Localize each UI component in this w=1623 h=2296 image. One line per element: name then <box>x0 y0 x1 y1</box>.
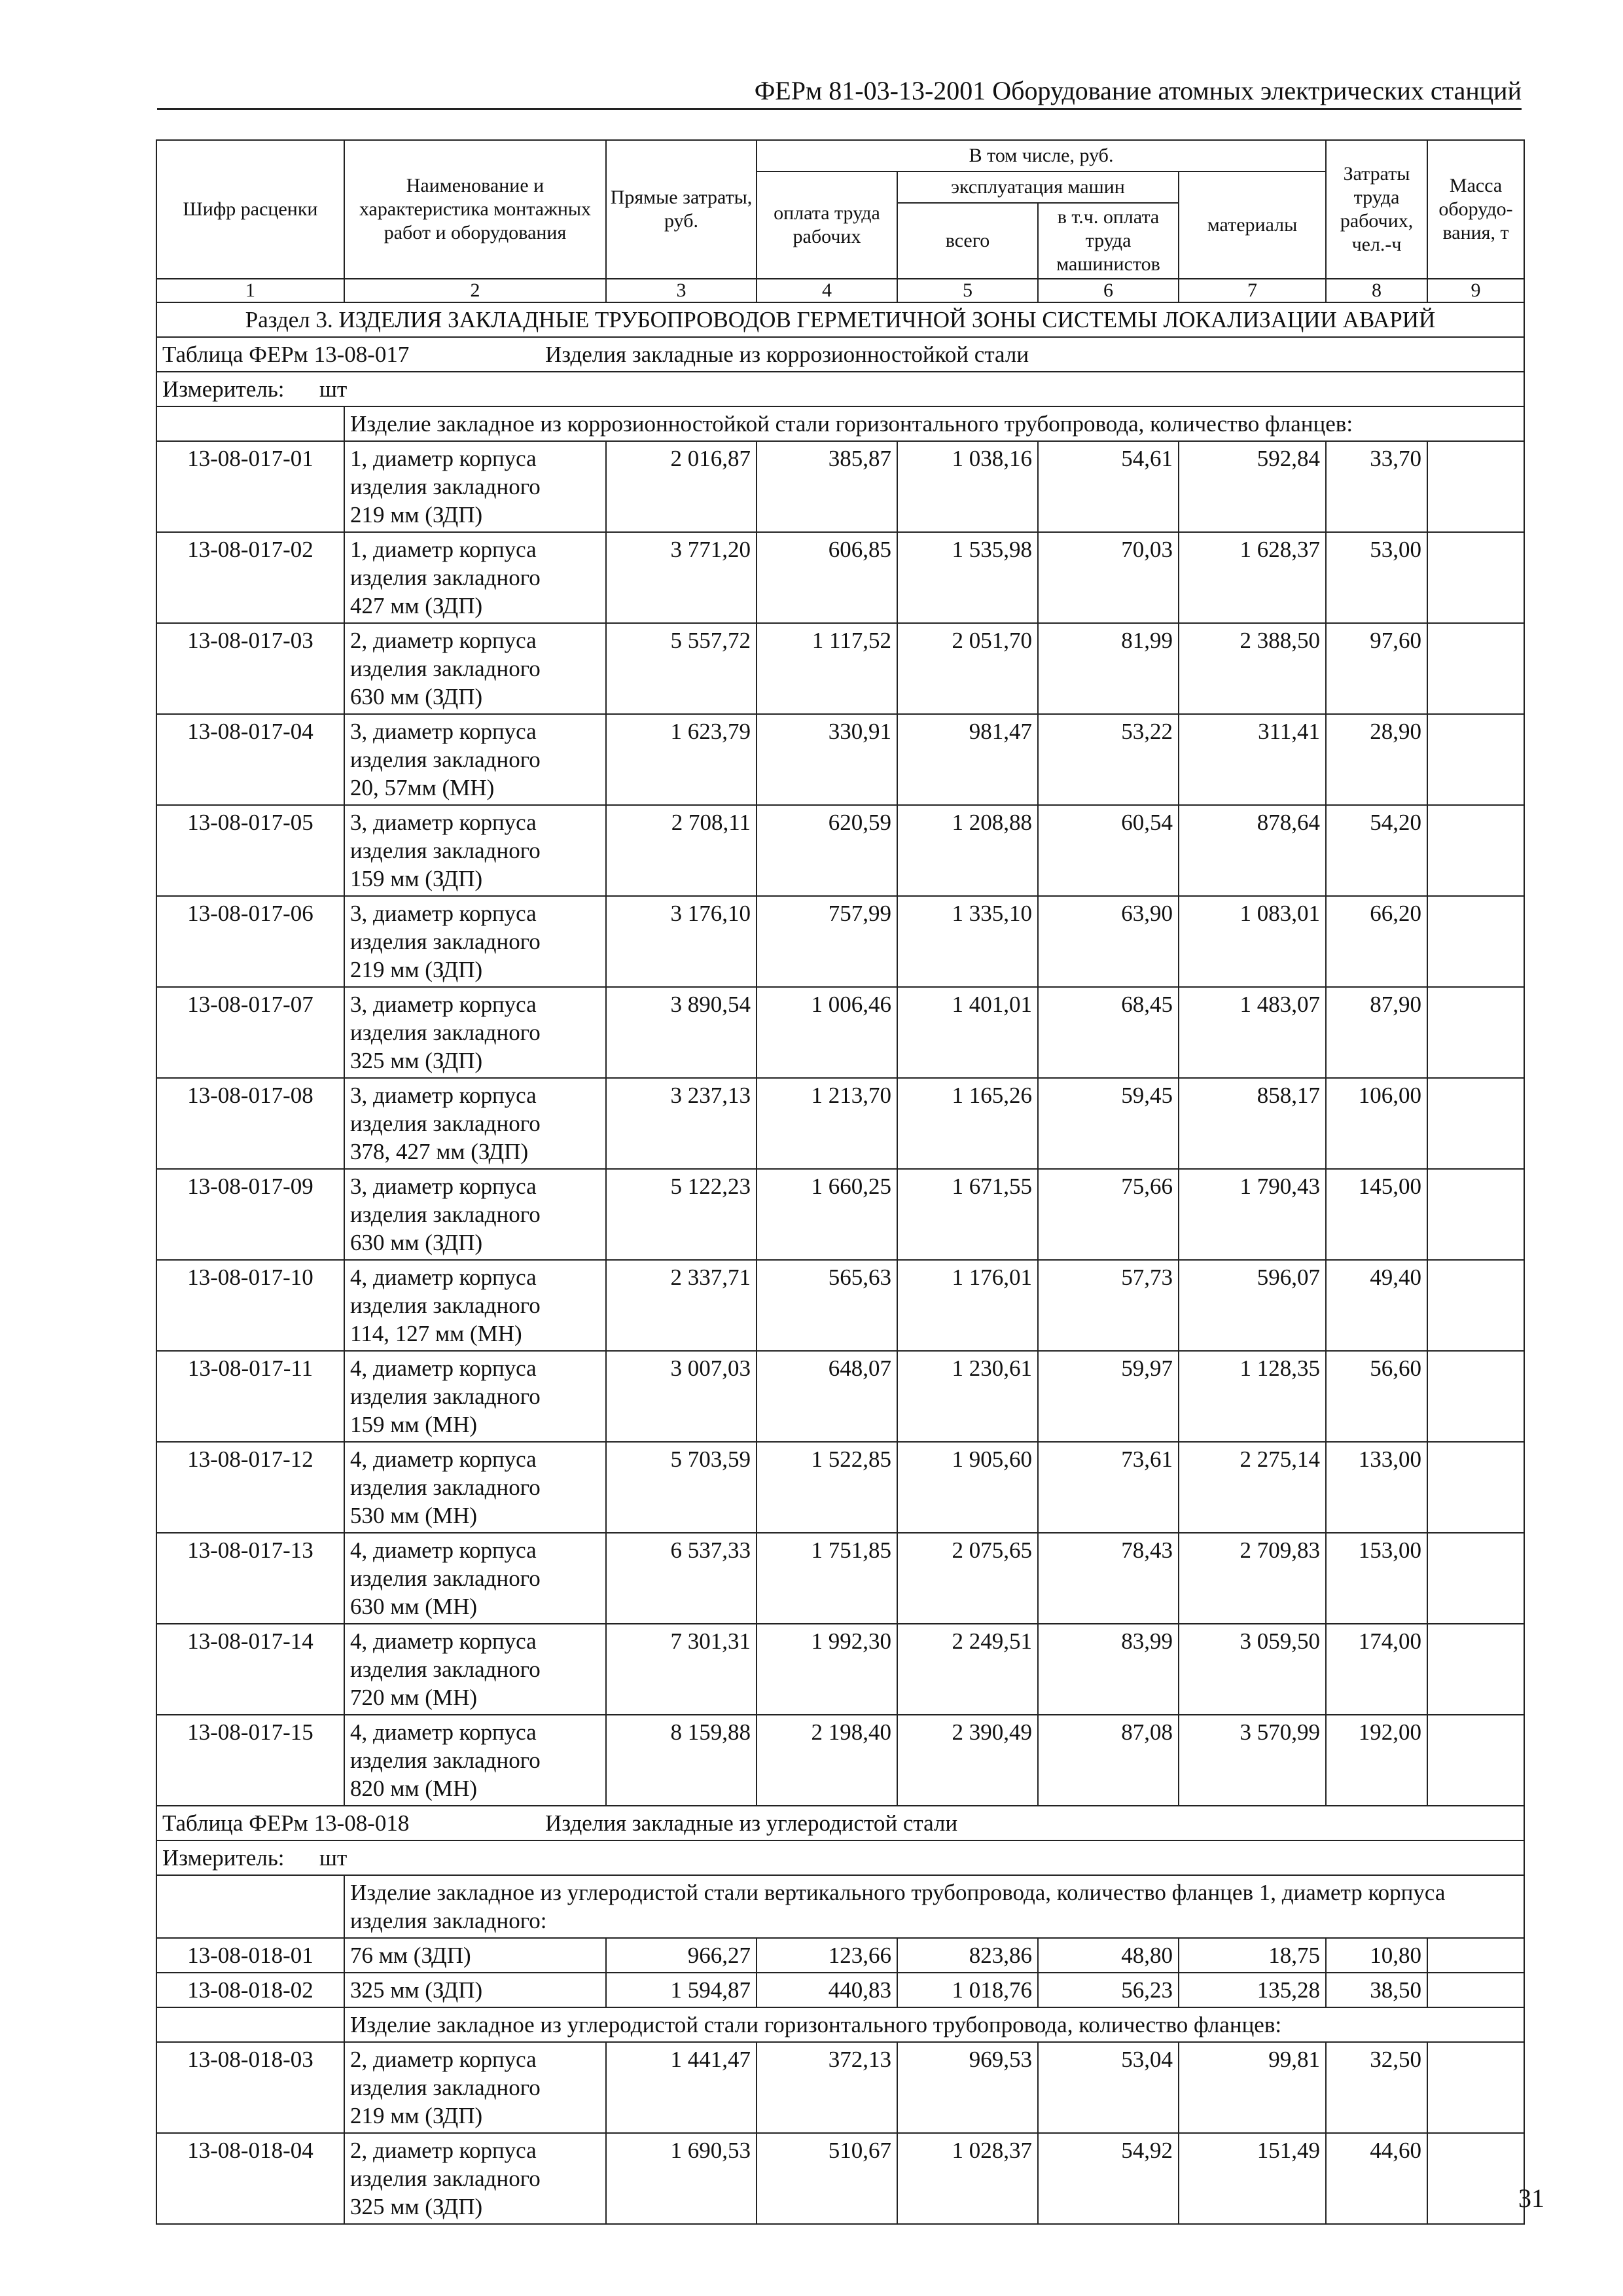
table-header <box>156 140 1524 279</box>
rate-code: 13-08-017-12 <box>156 1442 344 1533</box>
work-name-line: 3, диаметр корпуса <box>350 810 537 835</box>
machines-total: 1 905,60 <box>897 1442 1038 1533</box>
labor-hours: 28,90 <box>1326 714 1427 805</box>
direct-cost: 1 441,47 <box>606 2042 757 2133</box>
rate-code: 13-08-017-09 <box>156 1169 344 1260</box>
materials-cost: 858,17 <box>1179 1078 1326 1169</box>
work-name <box>344 1078 606 1169</box>
col-head-machines-total: всего <box>897 203 1038 279</box>
direct-cost: 5 122,23 <box>606 1169 757 1260</box>
labor-pay: 330,91 <box>757 714 897 805</box>
work-name <box>344 1973 606 2007</box>
operators-pay: 57,73 <box>1038 1260 1179 1351</box>
machines-total: 1 671,55 <box>897 1169 1038 1260</box>
machines-total: 1 401,01 <box>897 987 1038 1078</box>
table-row <box>156 2133 1524 2224</box>
work-name <box>344 1715 606 1806</box>
machines-total: 1 208,88 <box>897 805 1038 896</box>
work-name <box>344 1351 606 1442</box>
rate-code: 13-08-017-02 <box>156 532 344 623</box>
materials-cost: 1 128,35 <box>1179 1351 1326 1442</box>
work-name-line: изделия закладного <box>350 2166 541 2191</box>
work-name-line: изделия закладного <box>350 1657 541 1682</box>
machines-total: 1 038,16 <box>897 441 1038 532</box>
direct-cost: 5 703,59 <box>606 1442 757 1533</box>
table-row <box>156 896 1524 987</box>
work-name-line: 3, диаметр корпуса <box>350 901 537 926</box>
labor-pay: 440,83 <box>757 1973 897 2007</box>
col-head-operators-pay: в т.ч. оплата труда машинистов <box>1038 203 1179 279</box>
work-name-line: изделия закладного <box>350 1566 541 1591</box>
column-number: 2 <box>344 279 606 302</box>
table-row <box>156 1938 1524 1973</box>
work-name-line: 4, диаметр корпуса <box>350 1355 537 1381</box>
equipment-mass <box>1427 1351 1524 1442</box>
materials-cost: 2 388,50 <box>1179 623 1326 714</box>
labor-pay: 1 660,25 <box>757 1169 897 1260</box>
direct-cost: 2 337,71 <box>606 1260 757 1351</box>
labor-hours: 56,60 <box>1326 1351 1427 1442</box>
equipment-mass <box>1427 441 1524 532</box>
machines-total: 1 335,10 <box>897 896 1038 987</box>
equipment-mass <box>1427 1938 1524 1973</box>
rate-code: 13-08-017-13 <box>156 1533 344 1624</box>
rate-code: 13-08-017-11 <box>156 1351 344 1442</box>
rate-code: 13-08-018-04 <box>156 2133 344 2224</box>
operators-pay: 83,99 <box>1038 1624 1179 1715</box>
col-head-mass: Масса оборудо-вания, т <box>1427 140 1524 279</box>
unit-label: Измеритель: <box>162 376 285 402</box>
machines-total: 2 051,70 <box>897 623 1038 714</box>
table-row <box>156 1169 1524 1260</box>
col-head-machines: эксплуатация машин <box>897 171 1179 203</box>
labor-pay: 1 117,52 <box>757 623 897 714</box>
table-row <box>156 1624 1524 1715</box>
work-name-line: изделия закладного <box>350 565 541 590</box>
work-name-line: 76 мм (ЗДП) <box>350 1943 471 1968</box>
unit-row <box>156 372 1524 406</box>
labor-pay: 385,87 <box>757 441 897 532</box>
materials-cost: 18,75 <box>1179 1938 1326 1973</box>
work-name-line: 720 мм (МН) <box>350 1685 478 1710</box>
work-name <box>344 2133 606 2224</box>
work-name-line: изделия закладного <box>350 929 541 954</box>
equipment-mass <box>1427 1078 1524 1169</box>
materials-cost: 592,84 <box>1179 441 1326 532</box>
column-number: 5 <box>897 279 1038 302</box>
subhead-row <box>156 406 1524 441</box>
machines-total: 1 165,26 <box>897 1078 1038 1169</box>
column-number: 7 <box>1179 279 1326 302</box>
work-name <box>344 1442 606 1533</box>
labor-hours: 174,00 <box>1326 1624 1427 1715</box>
materials-cost: 596,07 <box>1179 1260 1326 1351</box>
price-table <box>156 139 1525 2225</box>
machines-total: 1 176,01 <box>897 1260 1038 1351</box>
table-name: Изделия закладные из углеродистой стали <box>545 1810 958 1836</box>
labor-hours: 145,00 <box>1326 1169 1427 1260</box>
column-number: 6 <box>1038 279 1179 302</box>
work-name-line: 2, диаметр корпуса <box>350 2047 537 2072</box>
rate-code: 13-08-018-02 <box>156 1973 344 2007</box>
materials-cost: 2 709,83 <box>1179 1533 1326 1624</box>
table-title <box>156 1806 1524 1840</box>
machines-total: 1 028,37 <box>897 2133 1038 2224</box>
labor-pay: 372,13 <box>757 2042 897 2133</box>
direct-cost: 2 016,87 <box>606 441 757 532</box>
equipment-mass <box>1427 1260 1524 1351</box>
work-name-line: 630 мм (ЗДП) <box>350 1230 483 1255</box>
operators-pay: 48,80 <box>1038 1938 1179 1973</box>
work-name-line: 114, 127 мм (МН) <box>350 1321 522 1346</box>
labor-hours: 66,20 <box>1326 896 1427 987</box>
labor-hours: 32,50 <box>1326 2042 1427 2133</box>
work-name <box>344 1624 606 1715</box>
work-name-line: 2, диаметр корпуса <box>350 628 537 653</box>
machines-total: 1 018,76 <box>897 1973 1038 2007</box>
table-title-row <box>156 337 1524 372</box>
operators-pay: 54,92 <box>1038 2133 1179 2224</box>
work-name <box>344 896 606 987</box>
operators-pay: 73,61 <box>1038 1442 1179 1533</box>
unit-cell <box>156 372 1524 406</box>
operators-pay: 63,90 <box>1038 896 1179 987</box>
section-title: Раздел 3. ИЗДЕЛИЯ ЗАКЛАДНЫЕ ТРУБОПРОВОДОВ ГЕРМЕТИЧНОЙ ЗОНЫ СИСТЕМЫ ЛОКАЛИЗАЦИИ АВАРИЙ <box>156 302 1524 337</box>
work-name-line: изделия закладного <box>350 656 541 681</box>
work-name-line: 378, 427 мм (ЗДП) <box>350 1139 529 1164</box>
materials-cost: 878,64 <box>1179 805 1326 896</box>
work-name-line: 2, диаметр корпуса <box>350 2138 537 2163</box>
column-number: 8 <box>1326 279 1427 302</box>
work-name <box>344 805 606 896</box>
labor-hours: 10,80 <box>1326 1938 1427 1973</box>
equipment-mass <box>1427 1533 1524 1624</box>
labor-pay: 2 198,40 <box>757 1715 897 1806</box>
table-row <box>156 1533 1524 1624</box>
work-name-line: 325 мм (ЗДП) <box>350 1048 483 1073</box>
table-row <box>156 1442 1524 1533</box>
table-code: Таблица ФЕРм 13-08-018 <box>162 1810 410 1836</box>
work-name <box>344 1533 606 1624</box>
equipment-mass <box>1427 805 1524 896</box>
subhead-row <box>156 1875 1524 1938</box>
col-head-including: В том числе, руб. <box>757 140 1326 171</box>
direct-cost: 1 594,87 <box>606 1973 757 2007</box>
equipment-mass <box>1427 1973 1524 2007</box>
labor-hours: 44,60 <box>1326 2133 1427 2224</box>
table-body <box>156 279 1524 2224</box>
work-name-line: 3, диаметр корпуса <box>350 719 537 744</box>
materials-cost: 311,41 <box>1179 714 1326 805</box>
equipment-mass <box>1427 1715 1524 1806</box>
operators-pay: 54,61 <box>1038 441 1179 532</box>
work-name-line: 159 мм (ЗДП) <box>350 866 483 891</box>
machines-total: 969,53 <box>897 2042 1038 2133</box>
materials-cost: 1 628,37 <box>1179 532 1326 623</box>
materials-cost: 1 790,43 <box>1179 1169 1326 1260</box>
work-name-line: 325 мм (ЗДП) <box>350 1977 483 2003</box>
work-name <box>344 441 606 532</box>
labor-pay: 1 006,46 <box>757 987 897 1078</box>
operators-pay: 78,43 <box>1038 1533 1179 1624</box>
operators-pay: 53,22 <box>1038 714 1179 805</box>
materials-cost: 1 483,07 <box>1179 987 1326 1078</box>
rate-code: 13-08-017-14 <box>156 1624 344 1715</box>
operators-pay: 59,45 <box>1038 1078 1179 1169</box>
labor-hours: 106,00 <box>1326 1078 1427 1169</box>
work-name-line: изделия закладного <box>350 1202 541 1227</box>
direct-cost: 3 237,13 <box>606 1078 757 1169</box>
work-name-line: 4, диаметр корпуса <box>350 1265 537 1290</box>
direct-cost: 3 007,03 <box>606 1351 757 1442</box>
col-head-code: Шифр расценки <box>156 140 344 279</box>
labor-hours: 97,60 <box>1326 623 1427 714</box>
work-name-line: изделия закладного <box>350 838 541 863</box>
materials-cost: 3 570,99 <box>1179 1715 1326 1806</box>
rate-code: 13-08-017-15 <box>156 1715 344 1806</box>
labor-pay: 1 992,30 <box>757 1624 897 1715</box>
work-name <box>344 1260 606 1351</box>
work-name-line: 3, диаметр корпуса <box>350 992 537 1017</box>
operators-pay: 75,66 <box>1038 1169 1179 1260</box>
labor-pay: 510,67 <box>757 2133 897 2224</box>
work-name-line: 4, диаметр корпуса <box>350 1537 537 1563</box>
unit-value: шт <box>319 376 348 402</box>
work-name-line: 4, диаметр корпуса <box>350 1719 537 1745</box>
machines-total: 2 249,51 <box>897 1624 1038 1715</box>
machines-total: 1 230,61 <box>897 1351 1038 1442</box>
group-subhead: Изделие закладное из углеродистой стали горизонтального трубопровода, количество фланцев: <box>344 2007 1524 2042</box>
machines-total: 981,47 <box>897 714 1038 805</box>
work-name-line: изделия закладного <box>350 747 541 772</box>
subhead-row <box>156 2007 1524 2042</box>
table-row <box>156 441 1524 532</box>
labor-hours: 49,40 <box>1326 1260 1427 1351</box>
labor-pay: 1 522,85 <box>757 1442 897 1533</box>
rate-code: 13-08-017-05 <box>156 805 344 896</box>
operators-pay: 87,08 <box>1038 1715 1179 1806</box>
blank-cell <box>156 1875 344 1938</box>
work-name-line: изделия закладного <box>350 1293 541 1318</box>
work-name-line: 159 мм (МН) <box>350 1412 478 1437</box>
labor-hours: 33,70 <box>1326 441 1427 532</box>
equipment-mass <box>1427 714 1524 805</box>
work-name-line: 1, диаметр корпуса <box>350 537 537 562</box>
direct-cost: 5 557,72 <box>606 623 757 714</box>
table-row <box>156 1078 1524 1169</box>
labor-pay: 648,07 <box>757 1351 897 1442</box>
equipment-mass <box>1427 1442 1524 1533</box>
column-number: 1 <box>156 279 344 302</box>
work-name-line: 427 мм (ЗДП) <box>350 593 483 619</box>
table-name: Изделия закладные из коррозионностойкой стали <box>545 342 1029 367</box>
work-name-line: 4, диаметр корпуса <box>350 1446 537 1472</box>
group-subhead: Изделие закладное из коррозионностойкой стали горизонтального трубопровода, количество фланцев: <box>344 406 1524 441</box>
operators-pay: 53,04 <box>1038 2042 1179 2133</box>
work-name-line: изделия закладного <box>350 1384 541 1409</box>
running-header: ФЕРм 81-03-13-2001 Оборудование атомных электрических станций <box>754 76 1522 105</box>
rate-code: 13-08-017-03 <box>156 623 344 714</box>
unit-row <box>156 1840 1524 1875</box>
materials-cost: 151,49 <box>1179 2133 1326 2224</box>
operators-pay: 59,97 <box>1038 1351 1179 1442</box>
work-name-line: изделия закладного <box>350 474 541 499</box>
materials-cost: 1 083,01 <box>1179 896 1326 987</box>
work-name <box>344 987 606 1078</box>
machines-total: 2 390,49 <box>897 1715 1038 1806</box>
col-head-labor-pay: оплата труда рабочих <box>757 171 897 279</box>
rate-code: 13-08-017-10 <box>156 1260 344 1351</box>
work-name-line: 4, диаметр корпуса <box>350 1628 537 1654</box>
work-name-line: изделия закладного <box>350 2075 541 2100</box>
table-title-row <box>156 1806 1524 1840</box>
equipment-mass <box>1427 1169 1524 1260</box>
blank-cell <box>156 406 344 441</box>
unit-value: шт <box>319 1845 348 1871</box>
work-name-line: 219 мм (ЗДП) <box>350 502 483 528</box>
materials-cost: 135,28 <box>1179 1973 1326 2007</box>
section-row <box>156 302 1524 337</box>
work-name-line: 20, 57мм (МН) <box>350 775 495 800</box>
labor-hours: 192,00 <box>1326 1715 1427 1806</box>
work-name-line: 530 мм (МН) <box>350 1503 478 1528</box>
direct-cost: 8 159,88 <box>606 1715 757 1806</box>
labor-pay: 123,66 <box>757 1938 897 1973</box>
operators-pay: 70,03 <box>1038 532 1179 623</box>
group-subhead: Изделие закладное из углеродистой стали вертикального трубопровода, количество фланцев 1, диаметр корпуса изделия закладного: <box>344 1875 1524 1938</box>
table-row <box>156 2042 1524 2133</box>
equipment-mass <box>1427 896 1524 987</box>
page-number: 31 <box>1518 2183 1544 2213</box>
work-name-line: 219 мм (ЗДП) <box>350 957 483 982</box>
column-number: 3 <box>606 279 757 302</box>
work-name <box>344 532 606 623</box>
work-name-line: изделия закладного <box>350 1020 541 1045</box>
equipment-mass <box>1427 532 1524 623</box>
rate-code: 13-08-017-07 <box>156 987 344 1078</box>
direct-cost: 7 301,31 <box>606 1624 757 1715</box>
work-name-line: изделия закладного <box>350 1475 541 1500</box>
machines-total: 1 535,98 <box>897 532 1038 623</box>
work-name-line: изделия закладного <box>350 1111 541 1136</box>
direct-cost: 1 690,53 <box>606 2133 757 2224</box>
work-name-line: 630 мм (ЗДП) <box>350 684 483 709</box>
labor-hours: 54,20 <box>1326 805 1427 896</box>
table-title <box>156 337 1524 372</box>
work-name-line: 630 мм (МН) <box>350 1594 478 1619</box>
operators-pay: 56,23 <box>1038 1973 1179 2007</box>
work-name <box>344 1938 606 1973</box>
work-name-line: 820 мм (МН) <box>350 1776 478 1801</box>
rate-code: 13-08-018-01 <box>156 1938 344 1973</box>
materials-cost: 3 059,50 <box>1179 1624 1326 1715</box>
rate-code: 13-08-017-08 <box>156 1078 344 1169</box>
column-number: 4 <box>757 279 897 302</box>
work-name <box>344 714 606 805</box>
col-head-materials: материалы <box>1179 171 1326 279</box>
work-name-line: 1, диаметр корпуса <box>350 446 537 471</box>
column-number-row <box>156 279 1524 302</box>
unit-cell <box>156 1840 1524 1875</box>
work-name-line: изделия закладного <box>350 1748 541 1773</box>
direct-cost: 6 537,33 <box>606 1533 757 1624</box>
table-row <box>156 532 1524 623</box>
work-name-line: 3, диаметр корпуса <box>350 1083 537 1108</box>
direct-cost: 3 890,54 <box>606 987 757 1078</box>
labor-pay: 1 751,85 <box>757 1533 897 1624</box>
equipment-mass <box>1427 2042 1524 2133</box>
labor-pay: 757,99 <box>757 896 897 987</box>
machines-total: 823,86 <box>897 1938 1038 1973</box>
rate-code: 13-08-018-03 <box>156 2042 344 2133</box>
table-code: Таблица ФЕРм 13-08-017 <box>162 342 410 367</box>
rate-code: 13-08-017-06 <box>156 896 344 987</box>
direct-cost: 2 708,11 <box>606 805 757 896</box>
labor-pay: 1 213,70 <box>757 1078 897 1169</box>
materials-cost: 99,81 <box>1179 2042 1326 2133</box>
col-head-labor: Затраты труда рабочих, чел.-ч <box>1326 140 1427 279</box>
labor-hours: 38,50 <box>1326 1973 1427 2007</box>
table-row <box>156 805 1524 896</box>
work-name-line: 325 мм (ЗДП) <box>350 2194 483 2219</box>
equipment-mass <box>1427 623 1524 714</box>
labor-pay: 565,63 <box>757 1260 897 1351</box>
work-name <box>344 2042 606 2133</box>
table-row <box>156 714 1524 805</box>
equipment-mass <box>1427 987 1524 1078</box>
direct-cost: 966,27 <box>606 1938 757 1973</box>
labor-pay: 606,85 <box>757 532 897 623</box>
work-name <box>344 1169 606 1260</box>
table-row <box>156 1973 1524 2007</box>
col-head-name: Наименование и характеристика монтажных работ и оборудования <box>344 140 606 279</box>
operators-pay: 60,54 <box>1038 805 1179 896</box>
table-row <box>156 1260 1524 1351</box>
table-row <box>156 1351 1524 1442</box>
col-head-direct: Прямые затраты, руб. <box>606 140 757 279</box>
table-row <box>156 1715 1524 1806</box>
direct-cost: 3 176,10 <box>606 896 757 987</box>
direct-cost: 1 623,79 <box>606 714 757 805</box>
blank-cell <box>156 2007 344 2042</box>
work-name <box>344 623 606 714</box>
operators-pay: 68,45 <box>1038 987 1179 1078</box>
header-rule <box>157 108 1522 110</box>
operators-pay: 81,99 <box>1038 623 1179 714</box>
equipment-mass <box>1427 1624 1524 1715</box>
rate-code: 13-08-017-01 <box>156 441 344 532</box>
labor-hours: 53,00 <box>1326 532 1427 623</box>
unit-label: Измеритель: <box>162 1845 285 1871</box>
rate-code: 13-08-017-04 <box>156 714 344 805</box>
column-number: 9 <box>1427 279 1524 302</box>
labor-hours: 87,90 <box>1326 987 1427 1078</box>
table-row <box>156 987 1524 1078</box>
labor-hours: 133,00 <box>1326 1442 1427 1533</box>
work-name-line: 3, диаметр корпуса <box>350 1174 537 1199</box>
work-name-line: 219 мм (ЗДП) <box>350 2103 483 2128</box>
machines-total: 2 075,65 <box>897 1533 1038 1624</box>
direct-cost: 3 771,20 <box>606 532 757 623</box>
table-row <box>156 623 1524 714</box>
materials-cost: 2 275,14 <box>1179 1442 1326 1533</box>
labor-hours: 153,00 <box>1326 1533 1427 1624</box>
labor-pay: 620,59 <box>757 805 897 896</box>
